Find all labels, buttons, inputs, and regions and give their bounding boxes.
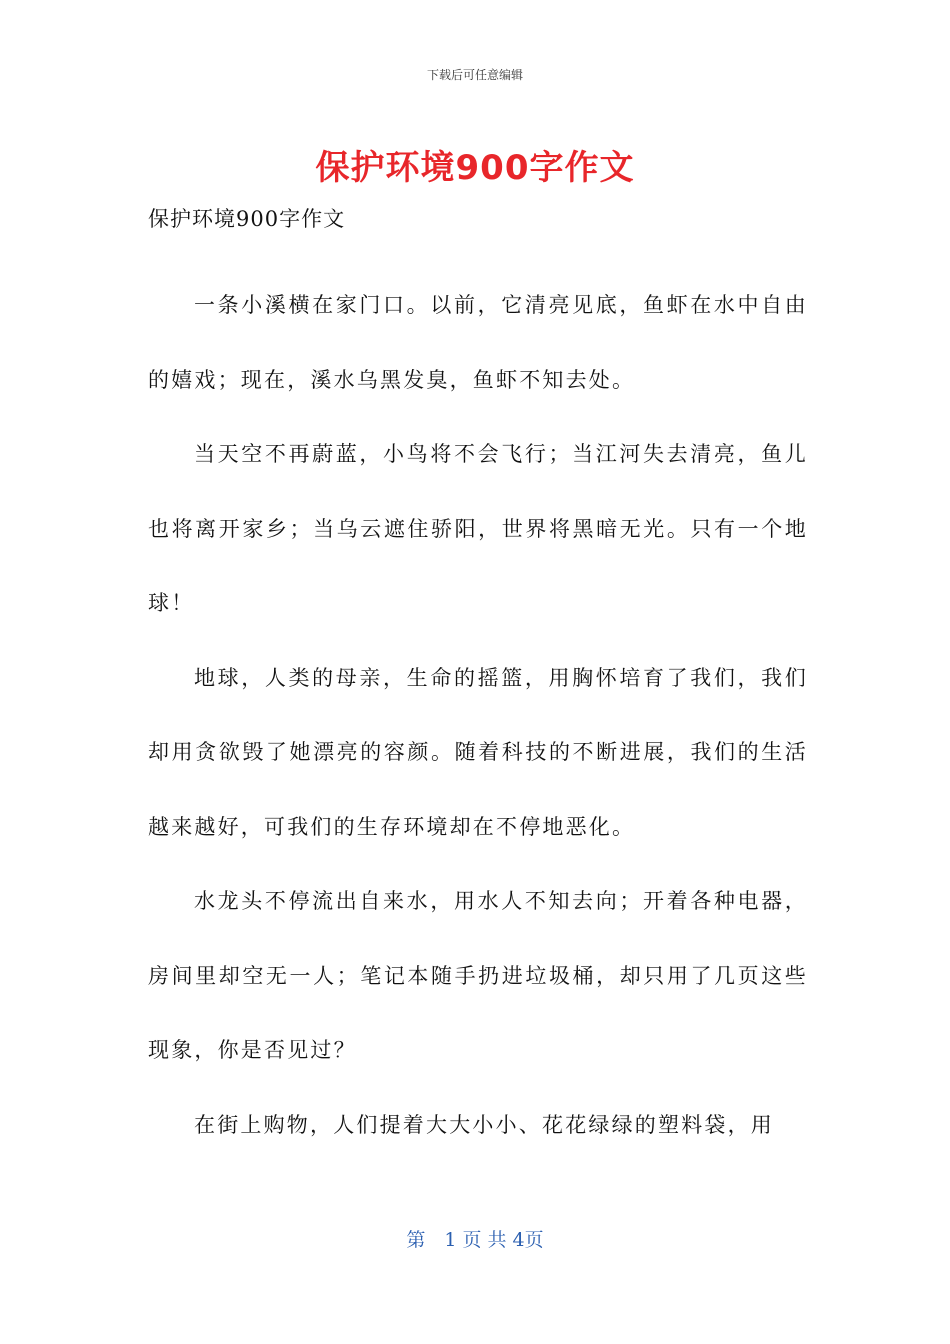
paragraph: 当天空不再蔚蓝，小鸟将不会飞行；当江河失去清亮，鱼儿也将离开家乡；当乌云遮住骄阳，世界将黑暗无光。只有一个地球！ [148,442,808,615]
document-title: 保护环境900字作文 [315,148,635,188]
document-subtitle: 保护环境900字作文 [148,207,346,231]
paragraph: 地球，人类的母亲，生命的摇篮，用胸怀培育了我们，我们却用贪欲毁了她漂亮的容颜。随着科技的不断进展，我们的生活越来越好，可我们的生存环境却在不停地恶化。 [148,665,808,839]
document-body [148,196,808,1162]
page-number-footer: 第 1 页 共 4页 [406,1229,544,1251]
paragraph: 一条小溪横在家门口。以前，它清亮见底，鱼虾在水中自由的嬉戏；现在，溪水乌黑发臭，鱼虾不知去处。 [148,293,808,392]
paragraph: 水龙头不停流出自来水，用水人不知去向；开着各种电器，房间里却空无一人；笔记本随手扔进垃圾桶，却只用了几页这些现象，你是否见过？ [148,889,808,1062]
paragraph: 在街上购物，人们提着大大小小、花花绿绿的塑料袋，用 [194,1112,774,1137]
page-header-note: 下载后可任意编辑 [426,68,523,82]
